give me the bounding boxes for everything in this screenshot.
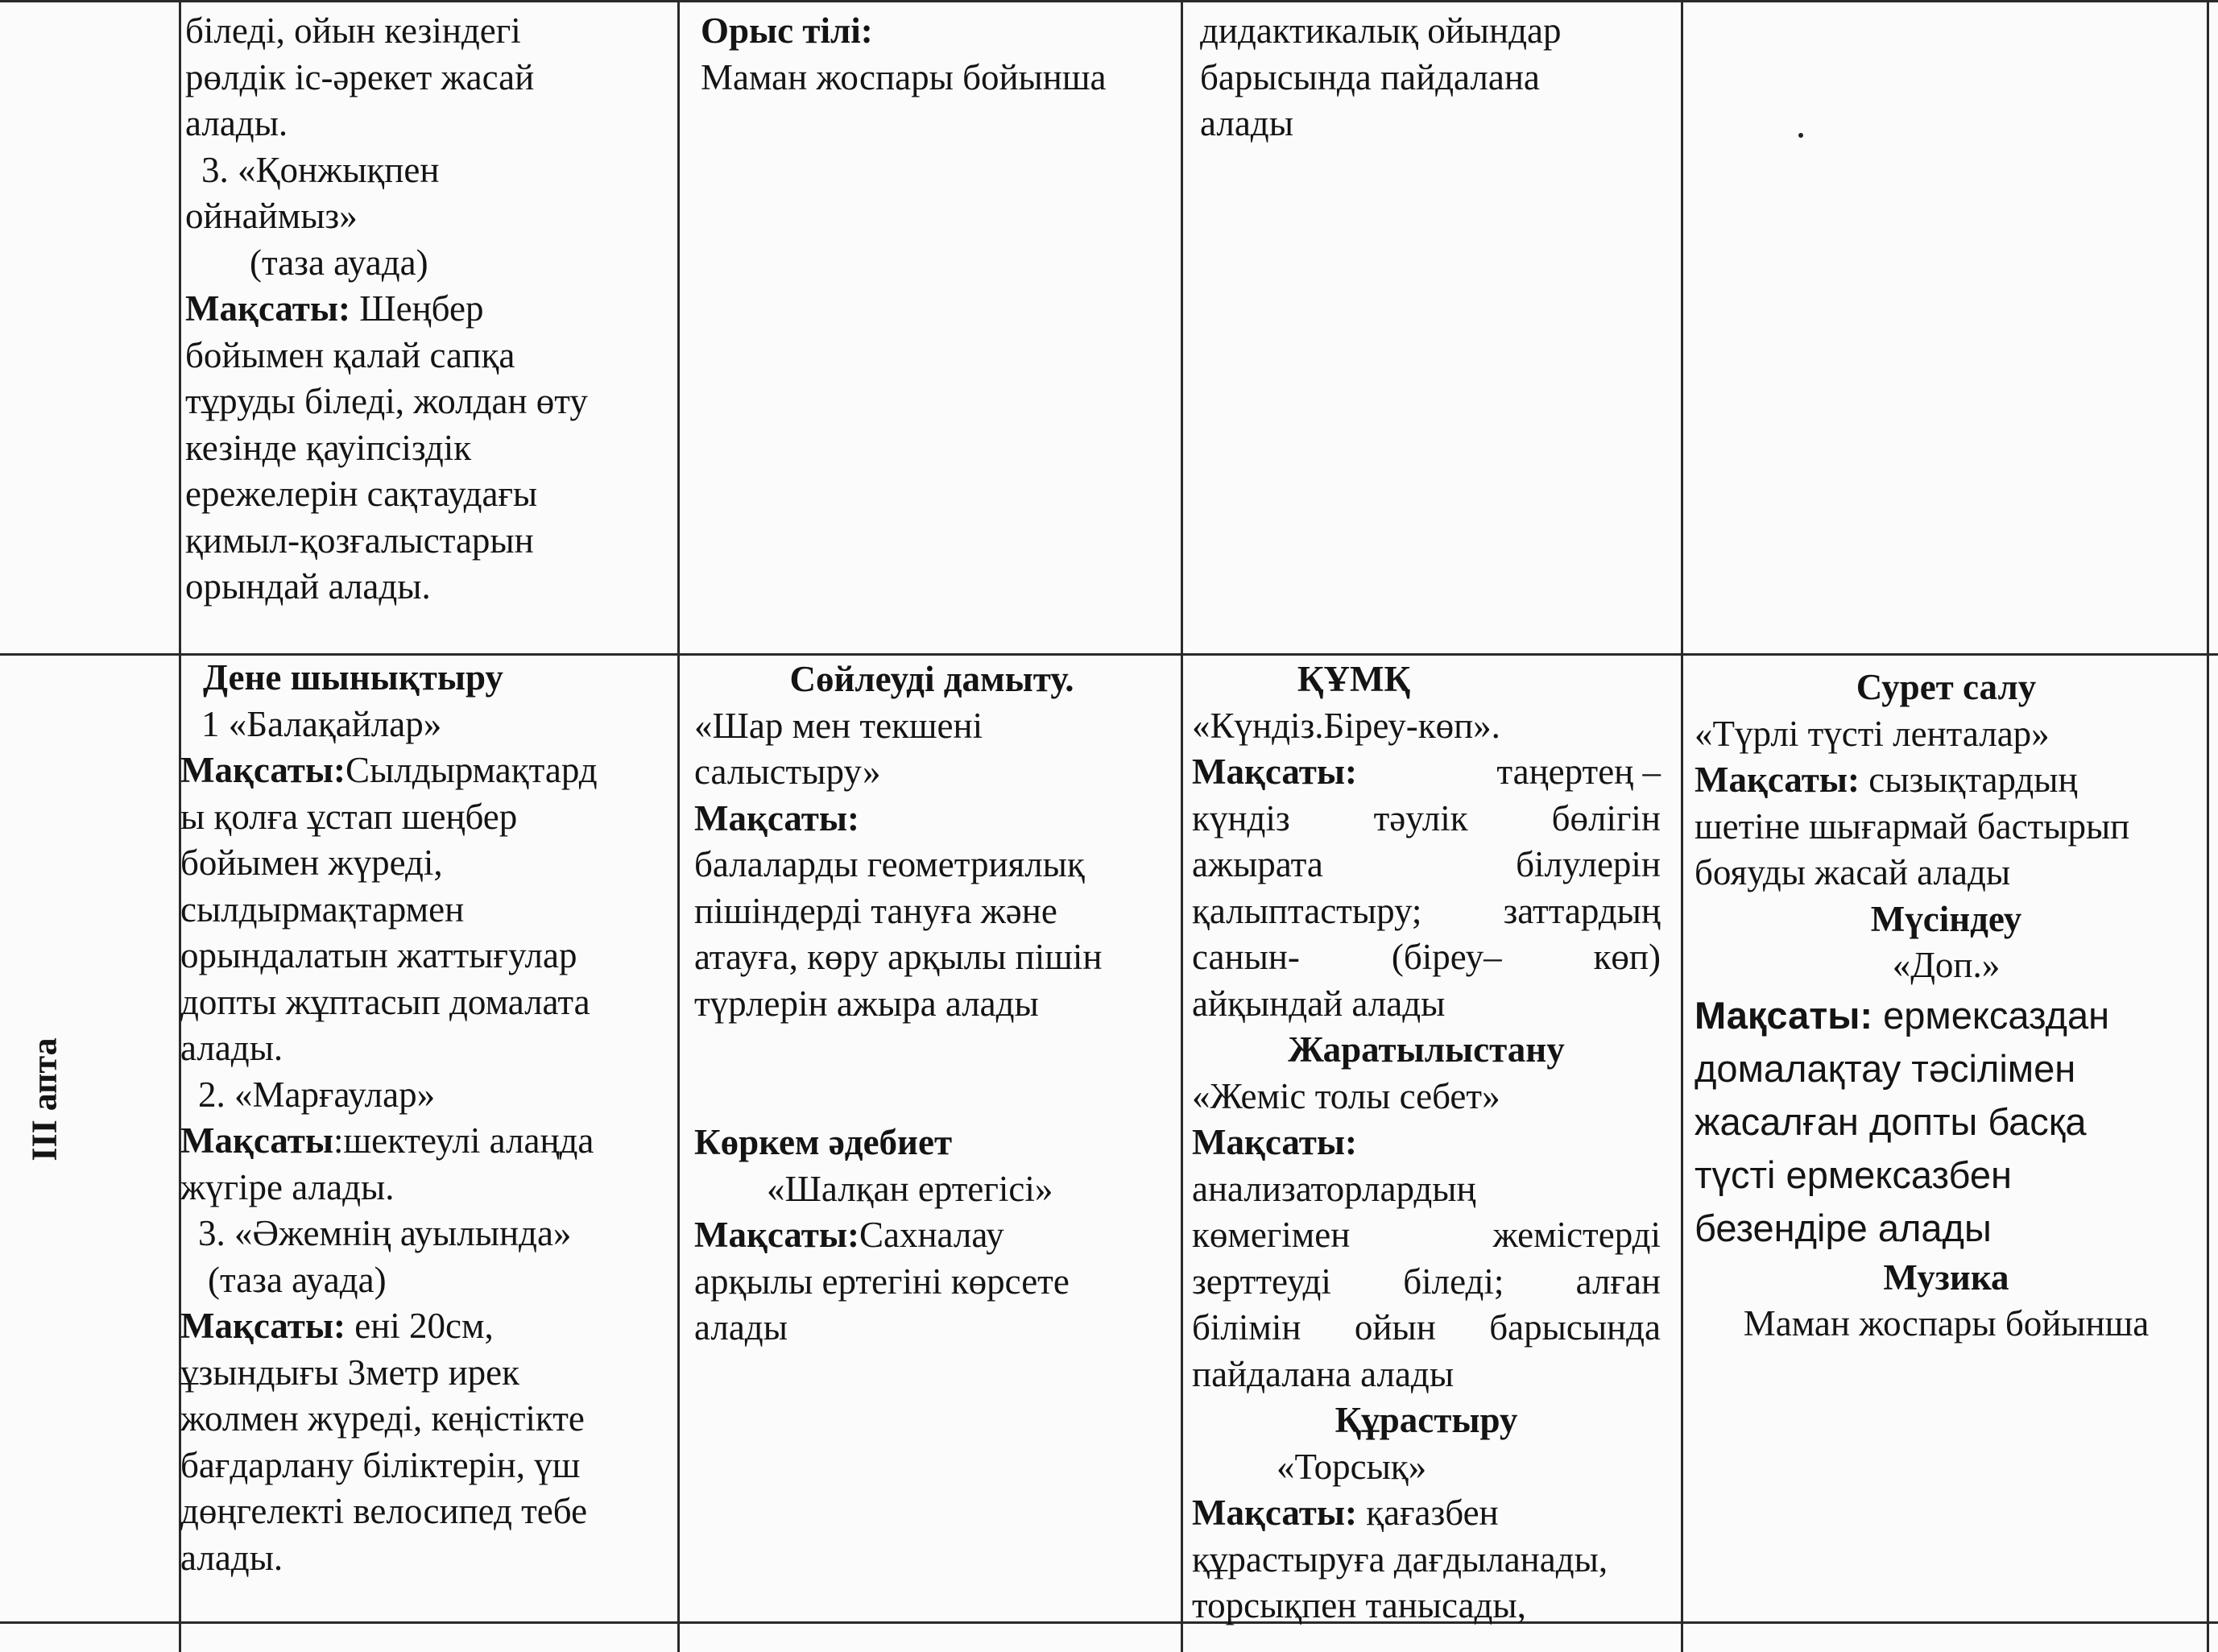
text-line: айқындай алады xyxy=(1192,983,1446,1024)
goal-label: Мақсаты: xyxy=(180,1306,346,1346)
text-line: ұзындығы 3метр ирек xyxy=(180,1352,519,1393)
topic-line: «Күндіз.Біреу-көп». xyxy=(1192,705,1500,746)
goal-label: Мақсаты: xyxy=(694,797,859,838)
subject-heading: Құрастыру xyxy=(1335,1400,1518,1440)
game-title: 3. «Әжемнің ауылында» xyxy=(198,1213,572,1253)
topic-line: «Түрлі түсті ленталар» xyxy=(1695,713,2050,754)
text-line: барысында пайдалана xyxy=(1200,56,1540,97)
goal-text: қағазбен xyxy=(1356,1493,1499,1533)
text-line: арқылы ертегіні көрсете xyxy=(694,1261,1070,1302)
text-line: кезінде қауіпсіздік xyxy=(185,427,472,468)
week-label-text: III апта xyxy=(24,1037,64,1161)
text-line: жолмен жүреді, кеңістікте xyxy=(180,1398,585,1439)
text-line: білімін ойын барысында xyxy=(1192,1307,1661,1348)
goal-label: Мақсаты: xyxy=(1192,1122,1357,1162)
text-line: пішіндерді тануға және xyxy=(694,890,1057,931)
text-line: алады xyxy=(694,1307,788,1348)
goal-text: сызықтардың xyxy=(1859,760,2078,800)
topic-line: «Доп.» xyxy=(1892,945,2001,985)
scan-speck xyxy=(1798,133,1803,138)
goal-text: Сылдырмақтард xyxy=(345,750,598,790)
goal-text: Шеңбер xyxy=(350,288,484,329)
text-line: сылдырмақтармен xyxy=(180,888,465,930)
text-line: ережелерін сақтаудағы xyxy=(185,474,538,514)
text-line: орындай алады. xyxy=(185,566,431,607)
goal-line xyxy=(1192,749,1661,796)
goal-label: Мақсаты xyxy=(180,1120,333,1161)
subject-heading: ҚҰМҚ xyxy=(1297,659,1411,699)
goal-line xyxy=(1695,757,2198,804)
goal-text: таңертең – xyxy=(1496,751,1661,792)
subject-heading: Дене шынықтыру xyxy=(203,657,503,698)
text-line: Маман жоспары бойынша xyxy=(701,56,1107,97)
text-line: жүгіре алады. xyxy=(180,1166,395,1207)
column-divider xyxy=(677,0,680,1652)
subject-heading: Музика xyxy=(1883,1257,2009,1298)
subject-heading: Мүсіндеу xyxy=(1870,898,2022,939)
goal-label: Мақсаты: xyxy=(1192,1493,1357,1533)
text-line: қимыл-қозғалыстарын xyxy=(185,520,534,561)
text-line: күндіз тәулік бөлігін xyxy=(1192,797,1661,838)
subject-heading: Орыс тілі: xyxy=(701,10,873,51)
goal-line xyxy=(1695,989,2198,1042)
text-line: алады xyxy=(1200,103,1293,143)
text-line: алады. xyxy=(180,1537,283,1578)
text-line: көмегімен жемістерді xyxy=(1192,1215,1661,1255)
bottom-col3-cell xyxy=(1192,656,1661,1629)
topic-line: «Шалқан ертегісі» xyxy=(767,1168,1053,1209)
goal-line xyxy=(180,1303,672,1350)
column-divider xyxy=(1681,0,1683,1652)
text-line: түрлерін ажыра алады xyxy=(694,983,1039,1024)
goal-label: Мақсаты: xyxy=(694,1215,859,1255)
text-line: домалақтау тәсілімен xyxy=(1695,1046,2076,1090)
goal-label: Мақсаты: xyxy=(185,288,350,329)
goal-label: Мақсаты: xyxy=(1192,751,1357,792)
bottom-col4-cell xyxy=(1695,665,2198,1348)
goal-text: ені 20см, xyxy=(345,1306,494,1346)
game-title: 1 «Балақайлар» xyxy=(201,703,442,744)
topic-line: салыстыру» xyxy=(694,751,881,792)
text-line: ы қолға ұстап шеңбер xyxy=(180,796,518,837)
game-note: (таза ауада) xyxy=(250,242,428,283)
text-line: анализаторлардың xyxy=(1192,1168,1476,1209)
text-line: рөлдік іс-әрекет жасай xyxy=(185,56,535,97)
goal-label: Мақсаты: xyxy=(1695,760,1860,800)
text-line: бойымен жүреді, xyxy=(180,843,443,883)
spacer xyxy=(694,1074,1169,1120)
text-line: безендіре алады xyxy=(1695,1206,1992,1249)
text-line: бойымен қалай сапқа xyxy=(185,334,515,375)
goal-line xyxy=(1192,1490,1661,1537)
column-divider xyxy=(2207,0,2209,1652)
topic-line: «Торсық» xyxy=(1277,1446,1427,1487)
goal-line xyxy=(185,286,668,333)
text-line: ажырата білулерін xyxy=(1192,844,1661,884)
bottom-col2-cell xyxy=(694,656,1169,1352)
row-divider xyxy=(0,0,2218,2)
game-note: (таза ауада) xyxy=(208,1259,387,1300)
text-line: орындалатын жаттығулар xyxy=(180,935,577,975)
topic-line: «Жеміс толы себет» xyxy=(1192,1075,1500,1116)
text-line: бағдарлану біліктерін, үш xyxy=(180,1444,581,1485)
text-line: жасалған допты басқа xyxy=(1695,1099,2087,1143)
text-line: біледі, ойын кезіндегі xyxy=(185,10,521,51)
text-line: құрастыруға дағдыланады, xyxy=(1192,1538,1608,1580)
topic-line: «Шар мен текшені xyxy=(694,705,983,746)
goal-line xyxy=(180,1118,672,1165)
row-divider xyxy=(0,1621,2218,1624)
text-line: Маман жоспары бойынша xyxy=(1743,1303,2150,1344)
column-divider xyxy=(1181,0,1183,1652)
subject-heading: Сөйлеуді дамыту. xyxy=(789,659,1074,699)
text-line: шетіне шығармай бастырып xyxy=(1695,805,2130,847)
goal-label: Мақсаты: xyxy=(180,750,346,790)
week-label xyxy=(0,999,89,1200)
text-line: зерттеуді біледі; алған xyxy=(1192,1261,1661,1302)
text-line: атауға, көру арқылы пішін xyxy=(694,937,1103,977)
text-line: бояуды жасай алады xyxy=(1695,852,2011,892)
text-line: дөңгелекті велосипед тебе xyxy=(180,1491,588,1531)
text-line: допты жұптасып домалата xyxy=(180,981,590,1022)
game-title: 3. «Қонжықпен xyxy=(201,149,440,190)
subject-heading: Жаратылыстану xyxy=(1288,1029,1565,1070)
text-line: түсті ермексазбен xyxy=(1695,1153,2012,1196)
text-line: пайдалана алады xyxy=(1192,1353,1455,1394)
text-line: балаларды геометриялық xyxy=(694,844,1085,884)
text-line: санын- (біреу– көп) xyxy=(1192,937,1661,977)
goal-label: Мақсаты: xyxy=(1695,993,1873,1037)
game-title: 2. «Марғаулар» xyxy=(198,1074,436,1115)
top-col2-cell xyxy=(701,8,1168,101)
goal-text: ермексаздан xyxy=(1872,993,2110,1037)
goal-line xyxy=(180,747,672,794)
goal-text: :шектеулі алаңда xyxy=(333,1120,594,1161)
text-line: алады. xyxy=(185,103,288,143)
text-line: қалыптастыру; заттардың xyxy=(1192,890,1661,931)
subject-heading: Сурет салу xyxy=(1856,667,2037,707)
goal-text: Сахналау xyxy=(859,1215,1004,1255)
text-line: торсықпен танысады, xyxy=(1192,1585,1526,1625)
spacer xyxy=(694,1027,1169,1074)
text-line: тұруды біледі, жолдан өту xyxy=(185,381,588,421)
goal-line xyxy=(694,1212,1169,1259)
top-col3-cell xyxy=(1200,8,1667,147)
text-line: алады. xyxy=(180,1028,283,1068)
text-line: ойнаймыз» xyxy=(185,196,358,236)
bottom-col1-cell xyxy=(180,655,672,1581)
text-line: дидактикалық ойындар xyxy=(1200,10,1562,51)
top-col1-cell xyxy=(185,8,668,611)
subject-heading: Көркем әдебиет xyxy=(694,1122,953,1162)
